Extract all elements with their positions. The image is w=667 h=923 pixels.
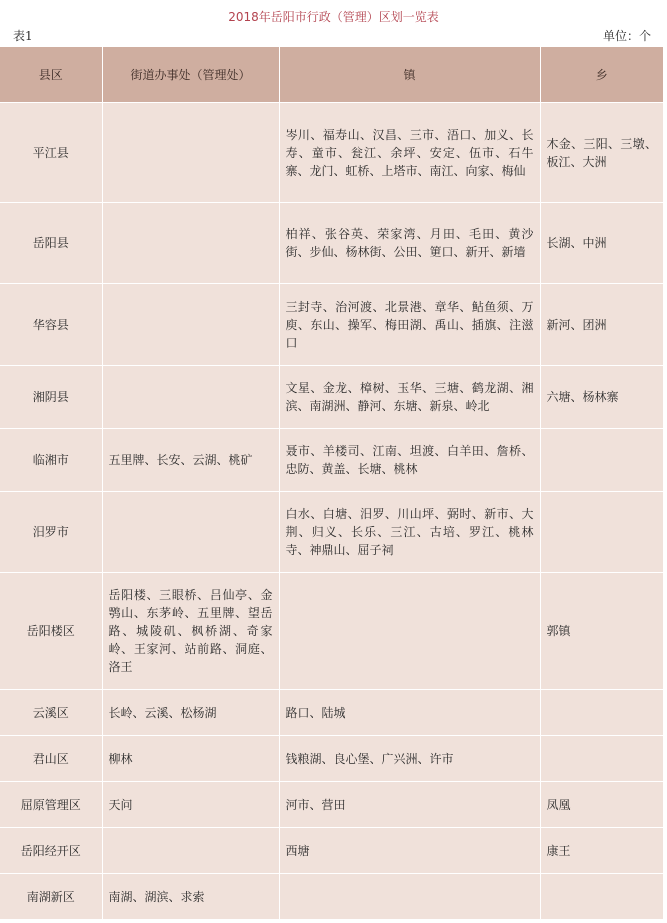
cell-streets: 五里牌、长安、云湖、桃矿	[102, 429, 279, 492]
cell-towns: 柏祥、张谷英、荣家湾、月田、毛田、黄沙街、步仙、杨林街、公田、筻口、新开、新墙	[279, 203, 540, 284]
cell-county: 临湘市	[0, 429, 102, 492]
cell-townships	[540, 429, 663, 492]
cell-townships	[540, 690, 663, 736]
cell-county: 岳阳县	[0, 203, 102, 284]
cell-county: 平江县	[0, 103, 102, 203]
cell-towns: 聂市、羊楼司、江南、坦渡、白羊田、詹桥、忠防、黄盖、长塘、桃林	[279, 429, 540, 492]
cell-townships	[540, 492, 663, 573]
cell-streets: 长岭、云溪、松杨湖	[102, 690, 279, 736]
cell-county: 南湖新区	[0, 874, 102, 920]
table-row	[0, 366, 663, 429]
cell-streets	[102, 492, 279, 573]
table-row	[0, 573, 663, 690]
cell-streets: 岳阳楼、三眼桥、吕仙亭、金鹗山、东茅岭、五里牌、望岳路、城陵矶、枫桥湖、奇家岭、王家河、站前路、洞庭、洛王	[102, 573, 279, 690]
cell-towns: 西塘	[279, 828, 540, 874]
table-row	[0, 782, 663, 828]
cell-streets	[102, 828, 279, 874]
cell-county: 汨罗市	[0, 492, 102, 573]
cell-county: 华容县	[0, 284, 102, 366]
table-row	[0, 284, 663, 366]
cell-streets: 天问	[102, 782, 279, 828]
cell-towns: 河市、营田	[279, 782, 540, 828]
cell-streets: 南湖、湖滨、求索	[102, 874, 279, 920]
cell-towns: 路口、陆城	[279, 690, 540, 736]
header-streets: 街道办事处（管理处）	[102, 47, 279, 103]
cell-townships: 六塘、杨林寨	[540, 366, 663, 429]
table-row	[0, 492, 663, 573]
table-number-label: 表1	[13, 29, 33, 43]
cell-county: 屈原管理区	[0, 782, 102, 828]
cell-towns: 岑川、福寿山、汉昌、三市、浯口、加义、长寿、童市、瓮江、余坪、安定、伍市、石牛寨、龙门、虹桥、上塔市、南江、向家、梅仙	[279, 103, 540, 203]
table-container	[0, 47, 667, 920]
table-row	[0, 103, 663, 203]
cell-county: 岳阳经开区	[0, 828, 102, 874]
cell-streets	[102, 366, 279, 429]
cell-townships	[540, 874, 663, 920]
table-row	[0, 736, 663, 782]
cell-towns: 钱粮湖、良心堡、广兴洲、许市	[279, 736, 540, 782]
cell-towns: 三封寺、治河渡、北景港、章华、鲇鱼须、万庾、东山、操军、梅田湖、禹山、插旗、注滋口	[279, 284, 540, 366]
cell-towns: 白水、白塘、汨罗、川山坪、弼时、新市、大荆、归义、长乐、三江、古培、罗江、桃林寺、神鼎山、屈子祠	[279, 492, 540, 573]
cell-streets: 柳林	[102, 736, 279, 782]
table-row	[0, 828, 663, 874]
cell-streets	[102, 284, 279, 366]
header-towns: 镇	[279, 47, 540, 103]
cell-streets	[102, 103, 279, 203]
table-header-row	[0, 47, 663, 103]
cell-townships: 木金、三阳、三墩、板江、大洲	[540, 103, 663, 203]
cell-townships: 凤凰	[540, 782, 663, 828]
cell-towns	[279, 874, 540, 920]
cell-townships: 郭镇	[540, 573, 663, 690]
document-title: 2018年岳阳市行政（管理）区划一览表	[228, 10, 439, 24]
cell-county: 云溪区	[0, 690, 102, 736]
table-row	[0, 690, 663, 736]
cell-streets	[102, 203, 279, 284]
table-row	[0, 874, 663, 920]
header-townships: 乡	[540, 47, 663, 103]
cell-county: 湘阴县	[0, 366, 102, 429]
cell-towns: 文星、金龙、樟树、玉华、三塘、鹤龙湖、湘滨、南湖洲、静河、东塘、新泉、岭北	[279, 366, 540, 429]
cell-townships: 新河、团洲	[540, 284, 663, 366]
table-row	[0, 429, 663, 492]
cell-townships	[540, 736, 663, 782]
cell-county: 岳阳楼区	[0, 573, 102, 690]
cell-county: 君山区	[0, 736, 102, 782]
cell-towns	[279, 573, 540, 690]
cell-townships: 康王	[540, 828, 663, 874]
division-table	[0, 47, 663, 920]
cell-townships: 长湖、中洲	[540, 203, 663, 284]
header-county: 县区	[0, 47, 102, 103]
table-row	[0, 203, 663, 284]
unit-label: 单位：个	[602, 29, 651, 43]
